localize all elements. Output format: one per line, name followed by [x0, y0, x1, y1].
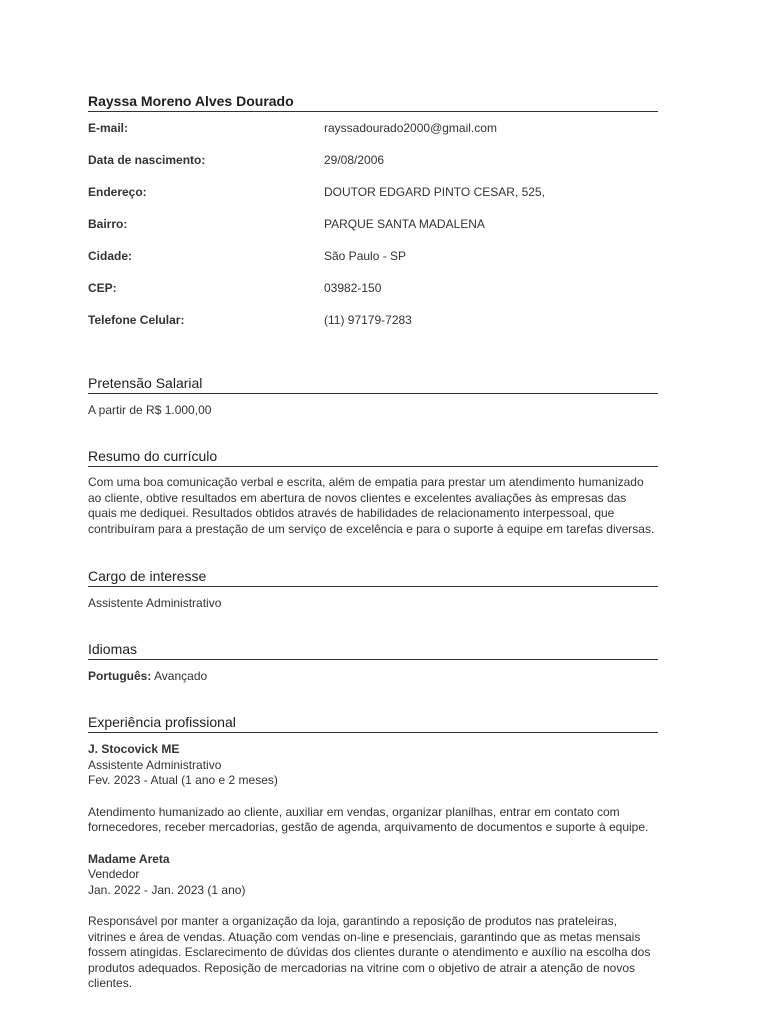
experience-period: Fev. 2023 - Atual (1 ano e 2 meses): [88, 773, 278, 787]
description-line: produtos adequados. Reposição de mercadorias na vitrine com o objetivo de atrair a atenção de novos: [88, 960, 636, 975]
description-line: vitrines e área de vendas. Atuação com vendas on-line e presenciais, garantindo que as metas mensais: [88, 929, 641, 944]
neighborhood-value: PARQUE SANTA MADALENA: [324, 217, 485, 231]
phone-value: (11) 97179-7283: [324, 313, 412, 327]
experience-item: [88, 742, 658, 836]
position-text: Assistente Administrativo: [88, 596, 222, 610]
experience-section: [88, 713, 658, 992]
language-item: [88, 669, 658, 685]
experience-heading: Experiência profissional: [88, 713, 658, 733]
info-label: Telefone Celular:: [88, 313, 185, 327]
address-value: DOUTOR EDGARD PINTO CESAR, 525,: [324, 185, 545, 199]
cep-value: 03982-150: [324, 281, 382, 295]
personal-info-list: [88, 112, 658, 352]
info-label: CEP:: [88, 281, 117, 295]
info-row-city: [88, 248, 658, 264]
description-line: Atendimento humanizado ao cliente, auxiliar em vendas, organizar planilhas, entrar em contato com: [88, 804, 620, 819]
salary-heading: Pretensão Salarial: [88, 374, 658, 394]
summary-line: quais me dediquei. Resultados obtidos através de habilidades de relacionamento interpessoal, que: [88, 506, 615, 520]
info-row-address: [88, 184, 658, 200]
experience-role: Vendedor: [88, 867, 140, 881]
email-value: rayssadourado2000@gmail.com: [324, 121, 497, 135]
description-line: clientes.: [88, 976, 133, 990]
salary-text: A partir de R$ 1.000,00: [88, 403, 212, 417]
experience-description: [88, 914, 658, 992]
info-row-neighborhood: [88, 216, 658, 232]
description-line: fossem atingidas. Esclarecimento de dúvidas dos clientes durante o atendimento e auxílio na escolha dos: [88, 945, 651, 959]
languages-heading: Idiomas: [88, 640, 658, 660]
info-label: Bairro:: [88, 217, 128, 231]
city-value: São Paulo - SP: [324, 249, 407, 263]
personal-section: [88, 92, 658, 352]
info-row-cep: [88, 280, 658, 296]
info-row-phone: [88, 312, 658, 328]
experience-role: Assistente Administrativo: [88, 757, 222, 772]
experience-item: [88, 852, 658, 992]
info-label: Endereço:: [88, 185, 147, 199]
language-name: Português:: [88, 669, 152, 683]
description-line: Responsável por manter a organização da loja, garantindo a reposição de produtos nas prateleiras,: [88, 914, 617, 928]
experience-company: Madame Areta: [88, 851, 170, 866]
summary-text: [88, 475, 658, 537]
experience-period: Jan. 2022 - Jan. 2023 (1 ano): [88, 882, 246, 897]
info-label: Data de nascimento:: [88, 153, 206, 167]
summary-line: Com uma boa comunicação verbal e escrita, além de empatia para prestar um atendimento humanizado: [88, 475, 644, 489]
summary-heading: Resumo do currículo: [88, 447, 658, 467]
candidate-name: Rayssa Moreno Alves Dourado: [88, 92, 658, 112]
summary-section: [88, 447, 658, 537]
experience-company: J. Stocovick ME: [88, 742, 180, 756]
info-row-birthdate: [88, 152, 658, 168]
info-row-email: [88, 120, 658, 136]
summary-line: ao cliente, obtive resultados em abertura de novos clientes e excelentes avaliações às empresas das: [88, 490, 627, 505]
description-line: fornecedores, receber mercadorias, gestão de agenda, arquivamento de documentos e suporte à equipe.: [88, 820, 649, 834]
experience-description: [88, 805, 658, 836]
position-section: [88, 567, 658, 612]
birthdate-value: 29/08/2006: [324, 153, 385, 167]
info-label: Cidade:: [88, 249, 133, 263]
languages-section: [88, 640, 658, 685]
language-level: Avançado: [154, 669, 208, 683]
position-heading: Cargo de interesse: [88, 567, 658, 587]
summary-line: contribuíram para a prestação de um serviço de excelência e para o suporte à equipe em tarefas diversas.: [88, 521, 655, 536]
info-label: E-mail:: [88, 121, 129, 135]
salary-section: [88, 374, 658, 419]
